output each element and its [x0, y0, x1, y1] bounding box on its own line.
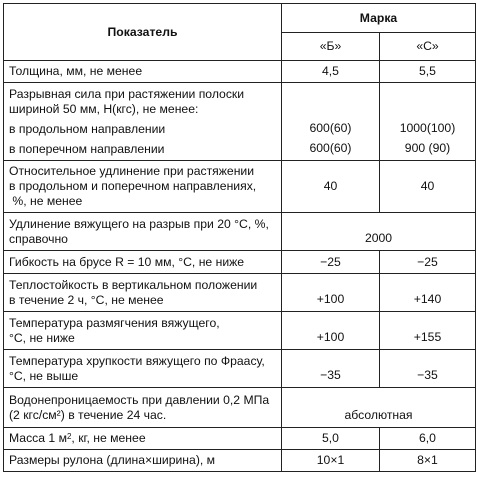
value-c: 40	[380, 161, 476, 213]
superscript: 2	[66, 432, 72, 441]
value-c: −25	[380, 251, 476, 274]
label-line: °С, не ниже	[9, 330, 75, 345]
row-label	[4, 312, 282, 350]
row-label: Размеры рулона (длина×ширина), м	[4, 450, 282, 472]
label-line: Температура хрупкости вяжущего по Фраасу,	[9, 353, 265, 368]
row-label	[4, 388, 282, 428]
header-row	[4, 4, 476, 33]
value-b: −35	[282, 350, 380, 388]
value-b: +100	[282, 312, 380, 350]
value-b	[282, 83, 380, 161]
label-line: справочно	[9, 231, 68, 246]
value-cross: 600(60)	[309, 141, 352, 155]
row-label	[4, 274, 282, 312]
label-line: (2 кгс/см²) в течение 24 час.	[9, 407, 167, 422]
label-text: Масса 1 м	[9, 431, 67, 445]
value-c: 6,0	[380, 428, 476, 450]
brand-b-header: «Б»	[282, 33, 380, 61]
table-row-thickness	[4, 61, 476, 83]
value-long: 1000(100)	[399, 121, 456, 135]
value-b: 5,0	[282, 428, 380, 450]
label-line: в течение 2 ч, °С, не менее	[9, 292, 164, 307]
value-b: 40	[282, 161, 380, 213]
label-line: %, не менее	[9, 194, 83, 208]
label-line: Водонепроницаемость при давлении 0,2 МПа	[9, 392, 270, 407]
value-c: 5,5	[380, 61, 476, 83]
value-cross: 900 (90)	[404, 141, 451, 155]
label-line: Разрывная сила при растяжении полоски	[9, 86, 245, 101]
value-long: 600(60)	[309, 121, 352, 135]
row-label	[4, 213, 282, 251]
value-c: 8×1	[380, 450, 476, 472]
table-row-binder-elongation	[4, 213, 476, 251]
label-line: °С, не выше	[9, 368, 79, 383]
table-row-tensile	[4, 83, 476, 161]
label-line: в продольном и поперечном направлениях,	[9, 179, 257, 193]
value-b: 4,5	[282, 61, 380, 83]
value-both: абсолютная	[282, 388, 476, 428]
label-line: Удлинение вяжущего на разрыв при 20 °С, %,	[9, 216, 269, 231]
label-line: в продольном направлении	[9, 121, 166, 136]
value-both: 2000	[282, 213, 476, 251]
value-c: +155	[380, 312, 476, 350]
value-c	[380, 83, 476, 161]
row-label	[4, 161, 282, 213]
table-row-mass	[4, 428, 476, 450]
value-b: −25	[282, 251, 380, 274]
row-label	[4, 83, 282, 161]
table-row-waterproof	[4, 388, 476, 428]
label-line: в поперечном направлении	[9, 141, 165, 156]
row-label: Гибкость на брусе R = 10 мм, °С, не ниже	[4, 251, 282, 274]
table-row-flexibility	[4, 251, 476, 274]
value-c: +140	[380, 274, 476, 312]
table-row-softening	[4, 312, 476, 350]
specs-table	[3, 3, 476, 472]
label-line: шириной 50 мм, Н(кгс), не менее:	[9, 101, 199, 116]
label-line: Температура размягчения вяжущего,	[9, 315, 220, 330]
row-label	[4, 350, 282, 388]
param-header: Показатель	[4, 4, 282, 61]
label-line: Теплостойкость в вертикальном положении	[9, 277, 258, 292]
brand-header: Марка	[282, 4, 476, 33]
row-label: Толщина, мм, не менее	[4, 61, 282, 83]
table-row-elongation	[4, 161, 476, 213]
value-b: 10×1	[282, 450, 380, 472]
row-label	[4, 428, 282, 450]
label-line: Относительное удлинение при растяжении	[9, 164, 255, 178]
value-b: +100	[282, 274, 380, 312]
table-row-heat-resistance	[4, 274, 476, 312]
table-row-brittleness	[4, 350, 476, 388]
table-row-roll-size	[4, 450, 476, 472]
value-c: −35	[380, 350, 476, 388]
brand-c-header: «С»	[380, 33, 476, 61]
label-text: , кг, не менее	[71, 431, 146, 445]
